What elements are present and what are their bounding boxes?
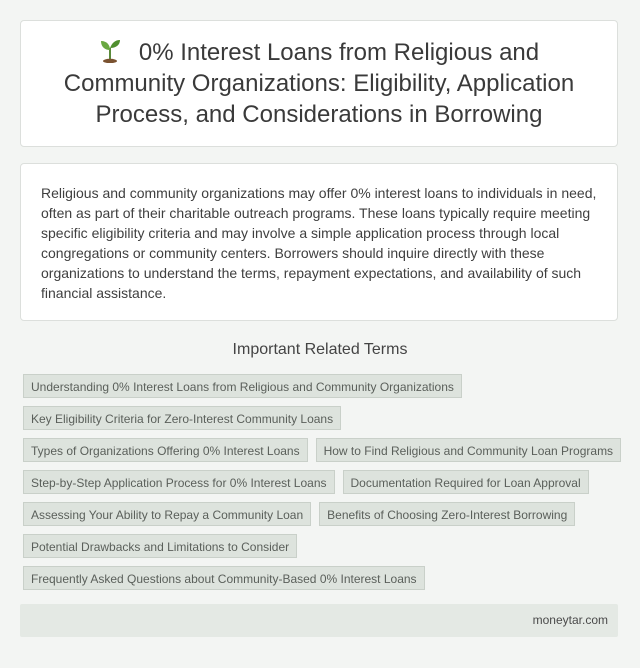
term-tag[interactable]: Step-by-Step Application Process for 0% Interest Loans <box>23 470 335 494</box>
term-tag[interactable]: Benefits of Choosing Zero-Interest Borrowing <box>319 502 575 526</box>
term-tag[interactable]: Documentation Required for Loan Approval <box>343 470 589 494</box>
title-card <box>20 20 618 147</box>
footer <box>20 604 618 637</box>
term-row <box>23 406 623 430</box>
related-terms-heading: Important Related Terms <box>232 341 408 358</box>
term-row <box>23 374 623 398</box>
term-row <box>23 470 623 494</box>
term-tag[interactable]: Understanding 0% Interest Loans from Religious and Community Organizations <box>23 374 462 398</box>
term-tag[interactable]: Key Eligibility Criteria for Zero-Interest Community Loans <box>23 406 341 430</box>
intro-card <box>20 163 618 321</box>
term-row <box>23 566 623 590</box>
term-row <box>23 534 623 558</box>
related-terms-list <box>23 374 623 598</box>
intro-paragraph: Religious and community organizations may offer 0% interest loans to individuals in need, often as part of their charitable outreach programs. These loans typically require meeting specific eligibility criteria and may involve a simple application process through local congregations or community centers. Borrowers should inquire directly with these organizations to understand the terms, repayment expectations, and availability of such financial assistance. <box>41 185 597 301</box>
term-tag[interactable]: Types of Organizations Offering 0% Interest Loans <box>23 438 308 462</box>
page-title-text: 0% Interest Loans from Religious and Community Organizations: Eligibility, Application Process, and Considerations in Borrowing <box>63 39 575 128</box>
term-tag[interactable]: Assessing Your Ability to Repay a Community Loan <box>23 502 311 526</box>
term-row <box>23 438 623 462</box>
term-tag[interactable]: Potential Drawbacks and Limitations to Consider <box>23 534 297 558</box>
term-row <box>23 502 623 526</box>
term-tag[interactable]: How to Find Religious and Community Loan Programs <box>316 438 621 462</box>
site-link[interactable]: moneytar.com <box>532 613 608 627</box>
page-title <box>49 37 589 130</box>
term-tag[interactable]: Frequently Asked Questions about Community-Based 0% Interest Loans <box>23 566 425 590</box>
sprout-icon <box>99 37 121 63</box>
